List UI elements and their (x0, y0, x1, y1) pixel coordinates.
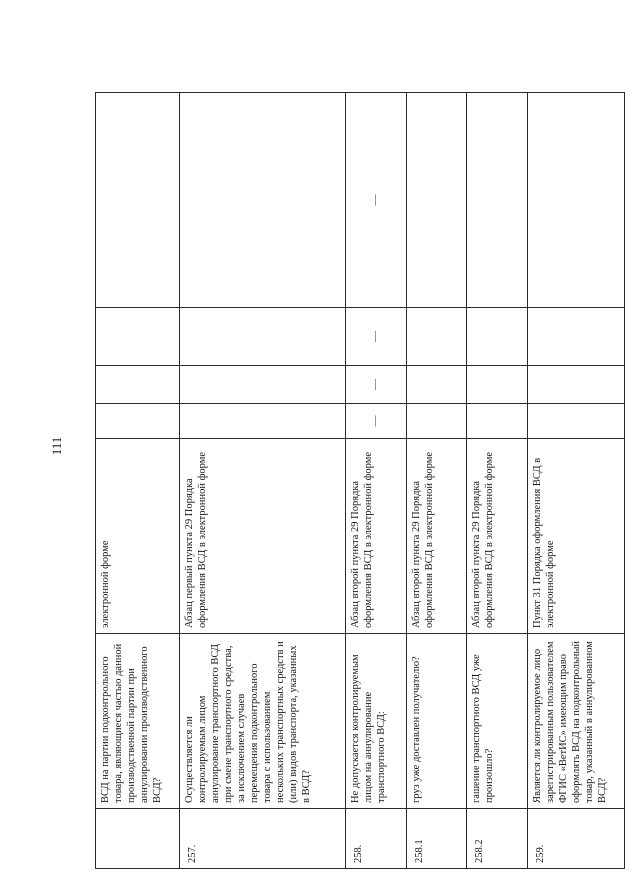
legal-reference: Абзац второй пункта 29 Порядка оформления ВСД в электронной форме (466, 439, 528, 634)
answer-no-cell (180, 366, 345, 404)
note-cell (466, 93, 528, 308)
answer-na-cell (407, 308, 466, 366)
answer-yes-cell (96, 404, 180, 439)
legal-reference: Абзац второй пункта 29 Порядка оформления ВСД в электронной форме (407, 439, 466, 634)
answer-na-cell (96, 308, 180, 366)
note-cell (180, 93, 345, 308)
table-row (345, 93, 407, 869)
legal-reference: электронной форме (96, 439, 180, 634)
note-cell (528, 93, 625, 308)
table-row (407, 93, 466, 869)
page-number: 111 (49, 436, 64, 456)
legal-reference: Абзац второй пункта 29 Порядка оформления ВСД в электронной форме (345, 439, 407, 634)
requirement-question: ВСД на партии подконтрольного товара, являющиеся частью данной производственной партии при аннулировании производственного ВСД? (96, 634, 180, 809)
note-cell (407, 93, 466, 308)
answer-yes-cell: — (345, 404, 407, 439)
legal-reference: Пункт 31 Порядка оформления ВСД в электронной форме (528, 439, 625, 634)
requirement-question: Является ли контролируемое лицо зарегистрированным пользователем ФГИС «ВетИС» имеющим право оформлять ВСД на подконтрольный товар, указанный в аннулированном ВСД? (528, 634, 625, 809)
row-number: 258. (345, 809, 407, 869)
answer-no-cell (407, 366, 466, 404)
requirement-question: Осуществляется ли контролируемым лицом аннулирование транспортного ВСД при смене транспортного средства, за исключением случаев перемещения подконтрольного товара с использованием нескольких транспортных средств и (или) видов транспорта, указанных в ВСД? (180, 634, 345, 809)
answer-no-cell (466, 366, 528, 404)
row-number: 257. (180, 809, 345, 869)
answer-no-cell: — (345, 366, 407, 404)
answer-yes-cell (407, 404, 466, 439)
table-row (96, 93, 180, 869)
answer-na-cell: — (345, 308, 407, 366)
requirement-question: Не допускается контролируемым лицом на аннулирование транспортного ВСД: (345, 634, 407, 809)
row-number: 258.1 (407, 809, 466, 869)
answer-no-cell (528, 366, 625, 404)
checklist-table (95, 92, 625, 869)
checklist-table-container (95, 93, 625, 869)
note-cell: — (345, 93, 407, 308)
row-number: 258.2 (466, 809, 528, 869)
table-row (180, 93, 345, 869)
row-number: 259. (528, 809, 625, 869)
row-number (96, 809, 180, 869)
legal-reference: Абзац первый пункта 29 Порядка оформления ВСД в электронной форме (180, 439, 345, 634)
answer-no-cell (96, 366, 180, 404)
answer-yes-cell (466, 404, 528, 439)
requirement-question: груз уже доставлен получателю? (407, 634, 466, 809)
table-row (466, 93, 528, 869)
answer-yes-cell (528, 404, 625, 439)
requirement-question: гашение транспортного ВСД уже произошло? (466, 634, 528, 809)
answer-na-cell (466, 308, 528, 366)
answer-na-cell (528, 308, 625, 366)
answer-yes-cell (180, 404, 345, 439)
note-cell (96, 93, 180, 308)
table-row (528, 93, 625, 869)
answer-na-cell (180, 308, 345, 366)
